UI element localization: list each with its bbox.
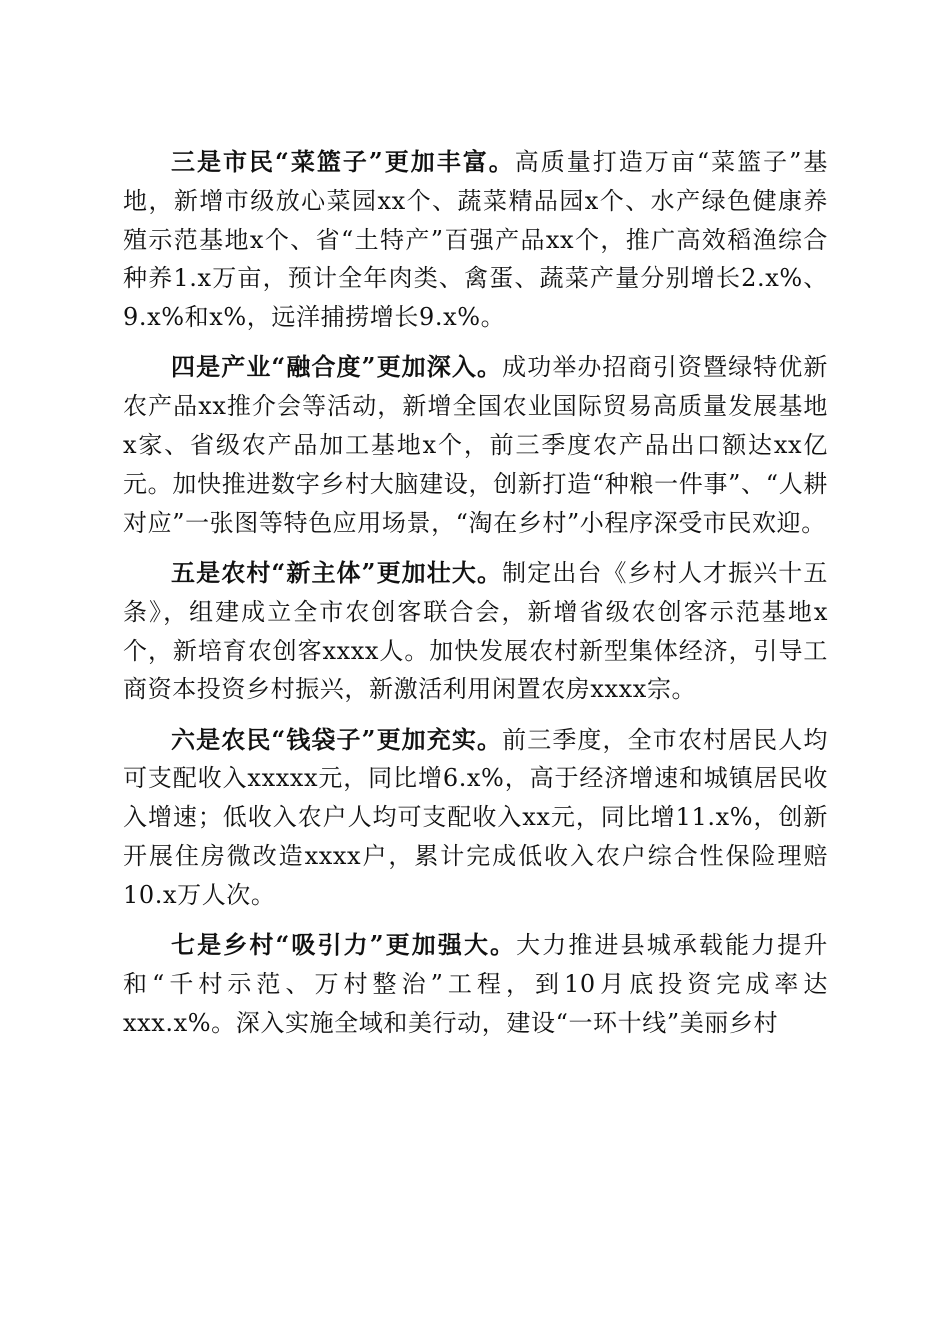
paragraph-heading: 四是产业“融合度”更加深入。 [171,352,503,382]
paragraph-text: 前三季度，全市农村居民人均可支配收入xxxxx元，同比增6.x%，高于经济增速和城镇居民收入增速；低收入农户人均可支配收入xx元，同比增11.x%，创新开展住房微改造xxxx户，累计完成低收入农户综合性保险理赔10.x万人次。 [123,725,828,909]
paragraph-text: 高质量打造万亩“菜篮子”基地，新增市级放心菜园xx个、蔬菜精品园x个、水产绿色健康养殖示范基地x个、省“土特产”百强产品xx个，推广高效稻渔综合种养1.x万亩，预计全年肉类、禽蛋、蔬菜产量分别增长2.x%、9.x%和x%，远洋捕捞增长9.x%。 [123,148,828,332]
paragraph-heading: 三是市民“菜篮子”更加丰富。 [171,147,515,176]
paragraph-7 [123,926,828,1042]
paragraph-3 [123,143,828,337]
paragraph-heading: 六是农民“钱袋子”更加充实。 [171,724,503,754]
paragraph-heading: 七是乡村“吸引力”更加强大。 [171,930,517,960]
paragraph-text: 大力推进县城承载能力提升和“千村示范、万村整治”工程，到10月底投资完成率达xxx.x%。深入实施全域和美行动，建设“一环十线”美丽乡村 [123,931,828,1037]
paragraph-text: 成功举办招商引资暨绿特优新农产品xx推介会等活动，新增全国农业国际贸易高质量发展基地x家、省级农产品加工基地x个，前三季度农产品出口额达xx亿元。加快推进数字乡村大脑建设，创新打造“种粮一件事”、“人耕对应”一张图等特色应用场景，“淘在乡村”小程序深受市民欢迎。 [123,353,828,537]
paragraph-4 [123,348,828,542]
paragraph-5 [123,554,828,709]
paragraph-heading: 五是农村“新主体”更加壮大。 [171,557,503,587]
paragraph-6 [123,721,828,915]
document-body [123,143,828,1054]
paragraph-text: 制定出台《乡村人才振兴十五条》，组建成立全市农创客联合会，新增省级农创客示范基地x个，新培育农创客xxxx人。加快发展农村新型集体经济，引导工商资本投资乡村振兴，新激活利用闲置农房xxxx宗。 [123,558,828,704]
